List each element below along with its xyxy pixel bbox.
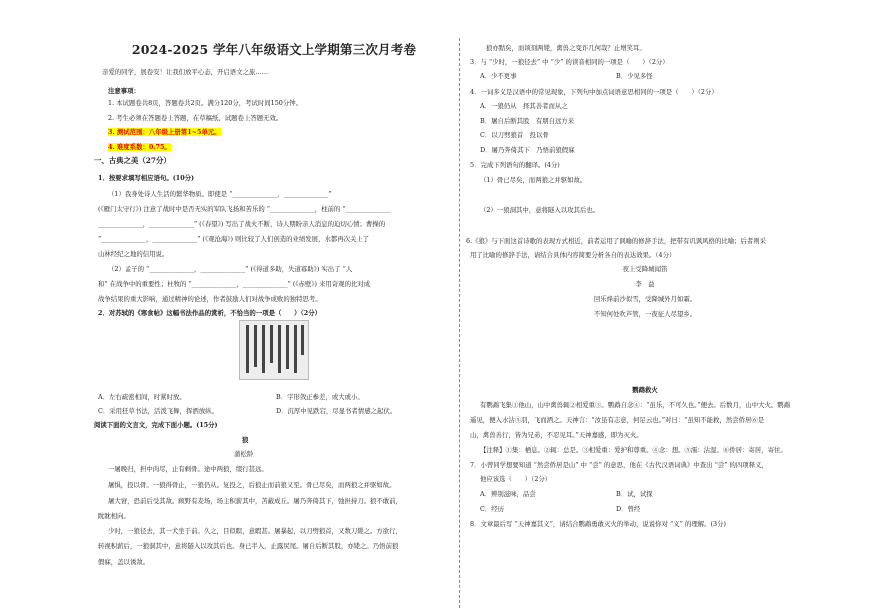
q5-item: （2）一狼洞其中，意将隧入以攻其后也。 [480, 206, 600, 214]
question-6-stem-cont: 用了比喻的修辞手法，请结合具体内容简要分析各自的表达效果。（4分） [470, 251, 676, 259]
note-item-scope: 3. 测试范围：八年级上册第1~5单元。 [108, 128, 221, 136]
story-notes: 【注释】①集：栖息。②辄：总是。③相爱重：爱护和尊重。④念：想。⑤濡：沾湿。⑥侨居：寄居，寄住。 [480, 446, 787, 454]
question-5-stem: 5．完成下列语句的翻译。(4分) [470, 161, 560, 169]
q2-option: B．字形敛正参差，或大或小。 [276, 393, 364, 401]
q1-line: 战争结果的重大影响，通过精神的论述，作者鼓励人们对战争成败的独特思考。 [98, 295, 322, 303]
calligraphy-image [239, 320, 309, 380]
note-item: 1. 本试题卷共8页，答题卷共2页。满分120分，考试时间150分钟。 [108, 99, 303, 107]
question-1-stem: 1．按要求填写相应语句。(10分) [98, 174, 195, 182]
question-7-stem: 7．小曾同学想要知道 “然尝侨居是山” 中 “尝” 的意思，他在《古代汉语词典》中查出 “尝” 的四项释义， [470, 461, 768, 469]
reading-para: 转视积薪后，一狼洞其中，意将隧入以攻其后也。身已半入，止露尻尾。屠自后断其股，亦毙之。乃悟前狼 [98, 542, 399, 550]
q1-line: “______________，______________” (《观沧海》) 则比较了人们创造的业绩发展，水都再次关上了 [98, 235, 370, 243]
story-line: 有鹦鹉飞集①他山，山中禽兽辄②相爱重③。鹦鹉自念④：“虽乐，不可久也。”便去。后数月，山中大火。鹦鹉 [480, 401, 791, 409]
q4-option: B．屠自后断其股 有朋自远方来 [480, 117, 575, 125]
q1-line: ______________，______________” (《春望》) 写出了战火不断，诗人期盼亲人消息的迫切心情；曹操的 [98, 220, 386, 228]
greeting: 亲爱的同学，展卷安！让我们放平心态，开启语文之旅…… [102, 68, 269, 76]
column-divider [459, 38, 460, 608]
q1-line: 山林经纪之地的信用说。 [98, 250, 169, 258]
q1-line: （2）孟子的 “______________，______________” (《得道多助，失道寡助》) 实出了 “人 [108, 265, 353, 273]
q1-line: 和” 在战争中的重要性；杜牧的 “______________，______________” (《赤壁》) 来用奇观的比对成 [98, 280, 371, 288]
reading-para: 假寐，盖以诱敌。 [98, 558, 150, 566]
question-3-stem: 3．与 “少时，一狼径去” 中 “少” 的读音相同的一项是（ ）（2分） [470, 58, 669, 66]
poem-line: 回乐烽前沙似雪，受降城外月如霜。 [593, 295, 697, 303]
left-column [94, 0, 454, 615]
reading-para: 眈眈相向。 [98, 512, 130, 520]
question-2-stem: 2．对苏轼的《寒食帖》这幅书法作品的赏析，不恰当的一项是（ ）（2分） [98, 309, 321, 317]
note-item-difficulty: 4. 难度系数：0.75。 [108, 143, 171, 151]
section-heading: 一、古典之美（27分） [94, 156, 171, 165]
poem-line: 不知何处吹芦管，一夜征人尽望乡。 [593, 310, 697, 318]
question-4-stem: 4．一词多义是汉语中的常见现象，下列句中加点词语意思相同的一项是（ ）（2分） [470, 88, 718, 96]
q4-option: A．一狼仍从 择其善者而从之 [480, 102, 568, 110]
reading-continuation: 狼亦黠矣，而顷刻两毙，禽兽之变诈几何哉？止增笑耳。 [486, 44, 646, 52]
right-column [466, 0, 824, 615]
q3-option: A．少不更事 [480, 72, 517, 80]
q7-option: B．试，试探 [616, 490, 653, 498]
reading-author: 蒲松龄 [234, 450, 254, 458]
question-8-stem: 8．文章最后写 “天神嘉其义”，请结合鹦鹉勇敢灭火的举动，说说你对 “义” 的理解。(3分) [470, 520, 726, 528]
reading-para: 屠惧，投以骨。一狼得骨止，一狼仍从。复投之，后狼止而前狼又至。骨已尽矣，而两狼之并驱如故。 [108, 481, 396, 489]
question-6-stem: 6.《狼》与下面这首诗歌的表现方式相近，前者运用了讽喻的修辞手法，把带有讥讽风格的比喻；后者则采 [466, 237, 767, 245]
reading-para: 一屠晚归，担中肉尽，止有剩骨。途中两狼，缀行甚远。 [108, 465, 268, 473]
q7-option: C．经历 [480, 505, 505, 513]
q7-option: D．曾经 [616, 505, 641, 513]
q2-option: A．左右疏密相间，时紧时放。 [98, 393, 186, 401]
q1-line: （1）我身处诗人生活的繁华物质。即使是 “______________，______________” [108, 190, 332, 198]
q2-option: D．沉厚中见跌宕，尽显书者情感之起伏。 [276, 407, 397, 415]
story-title: 鹦鹉救火 [632, 386, 658, 394]
poem-title: 夜上受降城闻笛 [622, 265, 668, 273]
reading-title: 狼 [242, 436, 249, 444]
reading-para: 少时，一狼径去，其一犬坐于前。久之，目似瞑，意暇甚。屠暴起，以刀劈狼首，又数刀毙之。方欲行， [108, 527, 402, 535]
q5-item: （1）骨已尽矣，而两狼之并驱如故。 [480, 176, 587, 184]
q4-option: D．屠乃奔倚其下 乃悟前狼假寐 [480, 146, 575, 154]
page-title: 2024-2025 学年八年级语文上学期第三次月考卷 [131, 42, 417, 57]
story-line: 遥见，便入水沾⑤羽，飞而洒之。天神言：“汝虽有志意，何足云也。”对曰：“虽知不能救，然尝侨居⑥是 [470, 416, 765, 424]
q1-line: (《雁门太守行》) 注意了战时中是否无实的军队飞扬和苦乐的 “______________，柱前的 “______________ [98, 205, 391, 213]
q4-option: C．以刀劈狼首 投以骨 [480, 131, 549, 139]
notes-heading: 注意事项： [108, 87, 140, 95]
q2-option: C．采用狂草书法，活泼飞舞，挥洒放纵。 [98, 407, 218, 415]
reading-stem: 阅读下面的文言文，完成下面小题。(15分) [94, 421, 218, 429]
q7-option: A．辨别滋味，品尝 [480, 490, 536, 498]
story-line: 山，禽兽善行，皆为兄弟，不忍见耳。”天神嘉感，即为灭火。 [470, 431, 643, 439]
note-item: 2. 考生必须在答题卷上答题，在草稿纸、试题卷上答题无效。 [108, 114, 283, 122]
reading-para: 屠大窘，恐前后受其敌。顾野有麦场，场主积薪其中，苫蔽成丘。屠乃奔倚其下，弛担持刀。狼不敢前， [108, 497, 402, 505]
q3-option: B．少见多怪 [616, 72, 653, 80]
poem-author: 李 益 [635, 280, 655, 288]
question-7-stem-cont: 他应该选（ ）（2分） [480, 475, 552, 483]
